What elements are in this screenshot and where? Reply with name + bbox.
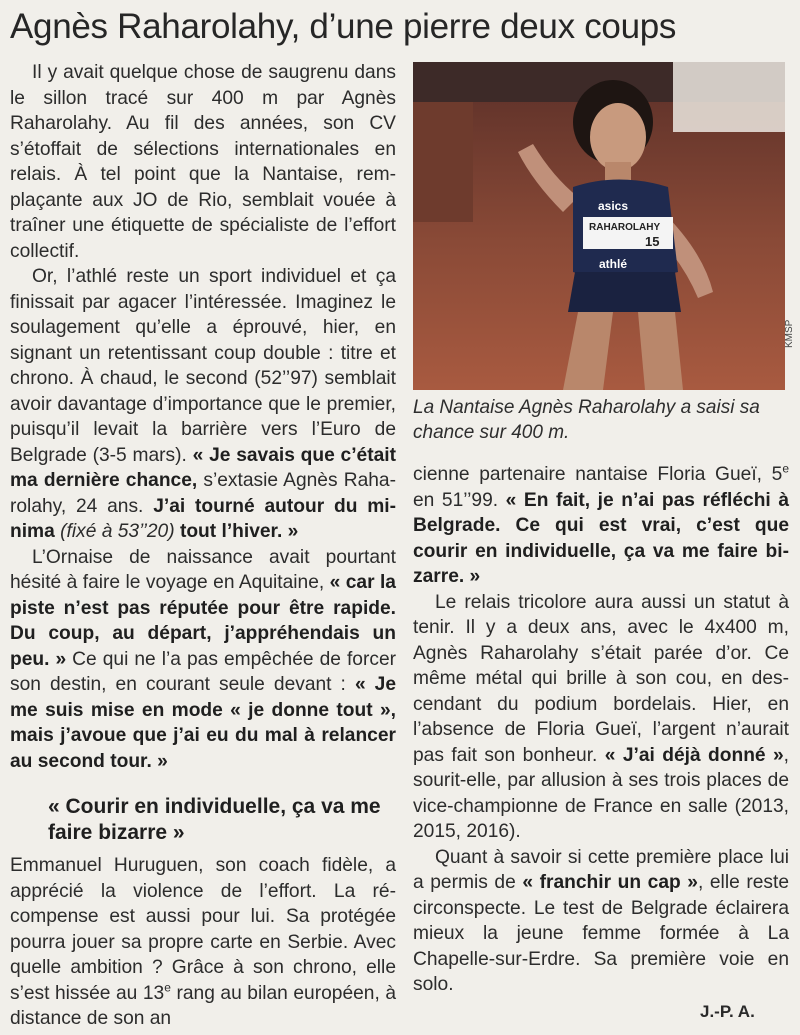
paragraph-intro: Il y avait quelque chose de saugrenu dans le sillon tracé sur 400 m par Agnès Raharolahy. Au fil des années, son CV s’étoffait de sélections internationales en relais. À tel point que la Nantaise, remplaçante aux JO de Rio, semblait vouée à traîner une étiquette de spécialiste de l’effort collectif. (10, 62, 396, 262)
p7-text-c: , elle reste circonspecte. Le test de Belgrade éclairera mieux la jeune femme formée à La Chapelle-sur-Erdre. Sa première voie en solo. (413, 872, 789, 995)
author-signature: J.-P. A. (700, 1002, 755, 1021)
subhead-quote: « Courir en individuelle, ça va me faire bizarre » (48, 795, 381, 844)
bib-name: RAHAROLAHY (589, 222, 661, 233)
p7-text-a: Quant à savoir si cette première place lui a permis de (413, 846, 789, 893)
p6-text-c: , sourit-elle, par allusion à ses trois places de vice-championne de France en salle (2013, 2015, 2016). (413, 744, 789, 842)
photo-athlete-icon (413, 62, 785, 390)
p4-text-b: rang au bilan européen, à distance de son an (10, 982, 397, 1029)
p5-text-a: cienne partenaire nantaise Floria Gueï, 5 (413, 464, 783, 485)
paragraph-2 (10, 264, 396, 545)
p4-sup: e (164, 980, 171, 995)
p3-text-c: Ce qui ne l’a pas empêchée de forcer son destin, en courant seule devant : (10, 648, 397, 695)
paragraph-3 (10, 545, 396, 775)
left-column-bottom (10, 853, 396, 1032)
athlete-photo (413, 62, 785, 390)
p2-quote-a: « Je savais que c’était ma dernière chance, (10, 444, 397, 491)
paragraph-4 (10, 853, 396, 1032)
p4-text-a: Emmanuel Huruguen, son coach fidèle, a apprécié la violence de l’effort. La récompense est aussi pour lui. Sa protégée pourra jouer sa propre carte en Serbie. Avec quelle ambition ? Grâce à son chrono, elle s’est hissée au 13 (10, 855, 396, 1004)
p6-text-a: Le relais tricolore aura aussi un statut à tenir. Il y a deux ans, avec le 4x400 m, Agnès Raharolahy s’était parée d’or. Ce même métal qui brille à son cou, en descendant du podium bordelais. Hier, en l’absence de Floria Gueï, l’argent n’aurait pas fait son bonheur. (413, 591, 789, 766)
p7-quote-b: « franchir un cap » (522, 872, 698, 893)
p3-quote-d: « Je me suis mise en mode « je donne tout », mais j’avoue que j’ai eu du mal à relancer au second tour. » (10, 674, 396, 772)
right-column (413, 462, 789, 998)
p3-text-a: L’Ornaise de naissance avait pourtant hésité à faire le voyage en Aquitaine, (10, 546, 396, 593)
paragraph-6 (413, 590, 789, 845)
photo-caption: La Nantaise Agnès Raharolahy a saisi sa chance sur 400 m. (413, 397, 760, 443)
paragraph-5 (413, 462, 789, 590)
left-column-top (10, 60, 396, 774)
photo-credit: KMSP (784, 319, 795, 348)
paragraph-7 (413, 845, 789, 998)
brand-label: asics (598, 199, 629, 213)
p5-sup: e (782, 461, 789, 476)
headline: Agnès Raharolahy, d’une pierre deux coups (10, 7, 677, 46)
top-text: athlé (599, 257, 628, 271)
p3-quote-b: « car la piste n’est pas réputée pour être rapide. Du coup, au départ, j’appréhendais un peu. » (10, 572, 396, 670)
p6-quote-b: « J’ai déjà donné » (604, 744, 784, 766)
p5-text-b: en 51’’99. (413, 489, 506, 511)
p2-text-a: Or, l’athlé reste un sport individuel et ça finissait par agacer l’intéressée. Imaginez le soulagement qu’elle a éprouvé, hier, en signant un retentissant coup double : titre et chrono. À chaud, le second (52’’97) semblait avoir davantage d’importance que le premier, puisqu’il levait la barrière vers l’Euro de Belgrade (3-5 mars). (10, 266, 396, 466)
p5-quote-c: « En fait, je n’ai pas réfléchi à Belgrade. Ce qui est vrai, c’est que courir en individuelle, ça va me faire bizarre. » (413, 489, 789, 587)
p2-aside-e: (fixé à 53’’20) (54, 521, 175, 542)
bib-number: 15 (645, 234, 660, 249)
p2-quote-f: tout l’hiver. » (174, 521, 299, 542)
p2-quote-d: J’ai tourné autour du minima (10, 495, 396, 542)
p2-text-c: s’extasie Agnès Raharolahy, 24 ans. (10, 470, 396, 517)
